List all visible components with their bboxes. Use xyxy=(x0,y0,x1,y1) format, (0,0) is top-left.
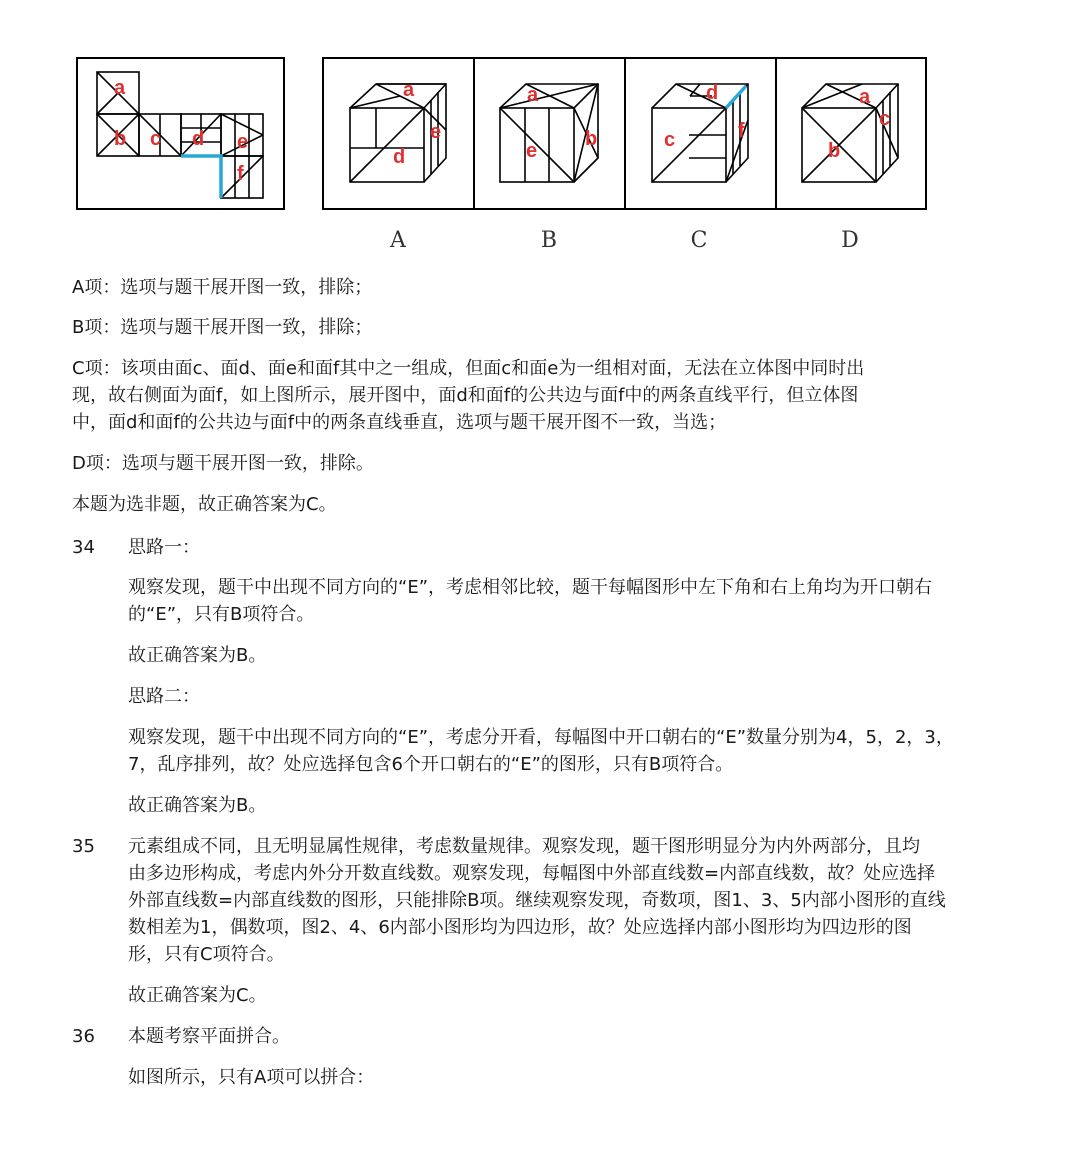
q36-line1: 本题考察平面拼合。 xyxy=(128,1026,290,1047)
q35-line4: 数相差为1，偶数项，图2、4、6内部小图形均为四边形，故？处应选择内部小图形均为四边形的图 xyxy=(128,917,912,938)
option-d-cube xyxy=(802,84,898,182)
opt-b-label-a: a xyxy=(527,84,539,106)
q34-number: 34 xyxy=(72,537,95,558)
net-highlight-edge xyxy=(181,156,221,198)
opt-a-label-d: d xyxy=(393,146,406,168)
option-label-d: D xyxy=(841,228,859,253)
opt-d-label-a: a xyxy=(859,86,871,108)
net-label-f: f xyxy=(237,163,244,185)
opt-c-label-d: d xyxy=(706,82,719,104)
q35-line5: 形，只有C项符合。 xyxy=(128,944,285,965)
q33-option-a: A项：选项与题干展开图一致，排除； xyxy=(72,277,373,298)
q35-line1: 元素组成不同，且无明显属性规律，考虑数量规律。观察发现，题干图形明显分为内外两部分，且均 xyxy=(128,836,920,857)
net-label-a: a xyxy=(114,77,126,99)
net-label-b: b xyxy=(114,128,127,150)
q33-option-b: B项：选项与题干展开图一致，排除； xyxy=(72,317,373,338)
opt-d-label-b: b xyxy=(828,140,841,162)
option-b-cube xyxy=(500,84,598,182)
opt-c-label-f: f xyxy=(738,120,745,142)
q34-idea1-line2: 的“E”，只有B项符合。 xyxy=(128,604,315,625)
net-label-e: e xyxy=(237,131,249,153)
cube-folding-figure xyxy=(0,0,1080,260)
q34-idea2-title: 思路二： xyxy=(128,686,200,707)
net-label-c: c xyxy=(150,128,162,150)
opt-a-label-e: e xyxy=(430,121,442,143)
opt-b-label-e: e xyxy=(526,140,538,162)
net-label-d: d xyxy=(192,128,205,150)
option-c-highlight-edge xyxy=(726,86,746,108)
q33-option-c-line2: 现，故右侧面为面f，如上图所示，展开图中，面d和面f的公共边与面f中的两条直线平行，但立体图 xyxy=(72,385,859,406)
opt-a-label-a: a xyxy=(403,79,415,101)
q34-idea2-line2: 7，乱序排列，故？处应选择包含6个开口朝右的“E”的图形，只有B项符合。 xyxy=(128,754,734,775)
q33-option-d: D项：选项与题干展开图一致，排除。 xyxy=(72,453,374,474)
q34-idea2-answer: 故正确答案为B。 xyxy=(128,795,267,816)
q34-idea1-answer: 故正确答案为B。 xyxy=(128,645,267,666)
q34-idea1-title: 思路一： xyxy=(128,537,200,558)
face-labels xyxy=(114,77,890,185)
q33-option-c-line1: C项：该项由面c、面d、面e和面f其中之一组成，但面c和面e为一组相对面，无法在立体图中同时出 xyxy=(72,358,865,379)
q33-option-c-line3: 中，面d和面f的公共边与面f中的两条直线垂直，选项与题干展开图不一致，当选； xyxy=(72,412,727,433)
q35-number: 35 xyxy=(72,836,95,857)
q34-idea2-line1: 观察发现，题干中出现不同方向的“E”，考虑分开看，每幅图中开口朝右的“E”数量分别为4，5，2，3， xyxy=(128,727,954,748)
q35-answer: 故正确答案为C。 xyxy=(128,985,267,1006)
q33-answer: 本题为选非题，故正确答案为C。 xyxy=(72,494,337,515)
q34-idea1-line1: 观察发现，题干中出现不同方向的“E”，考虑相邻比较，题干每幅图形中左下角和右上角均为开口朝右 xyxy=(128,577,933,598)
opt-c-label-c: c xyxy=(664,129,676,151)
q35-line2: 由多边形构成，考虑内外分开数直线数。观察发现，每幅图中外部直线数=内部直线数，故？处应选择 xyxy=(128,863,936,884)
option-label-c: C xyxy=(690,228,708,253)
opt-b-label-b: b xyxy=(585,128,598,150)
option-label-b: B xyxy=(540,228,558,253)
q36-number: 36 xyxy=(72,1026,95,1047)
q35-line3: 外部直线数=内部直线数的图形，只能排除B项。继续观察发现，奇数项，图1、3、5内部小图形的直线 xyxy=(128,890,946,911)
option-label-a: A xyxy=(390,228,406,253)
q36-line2: 如图所示，只有A项可以拼合： xyxy=(128,1067,375,1088)
opt-d-label-c: c xyxy=(879,108,891,130)
